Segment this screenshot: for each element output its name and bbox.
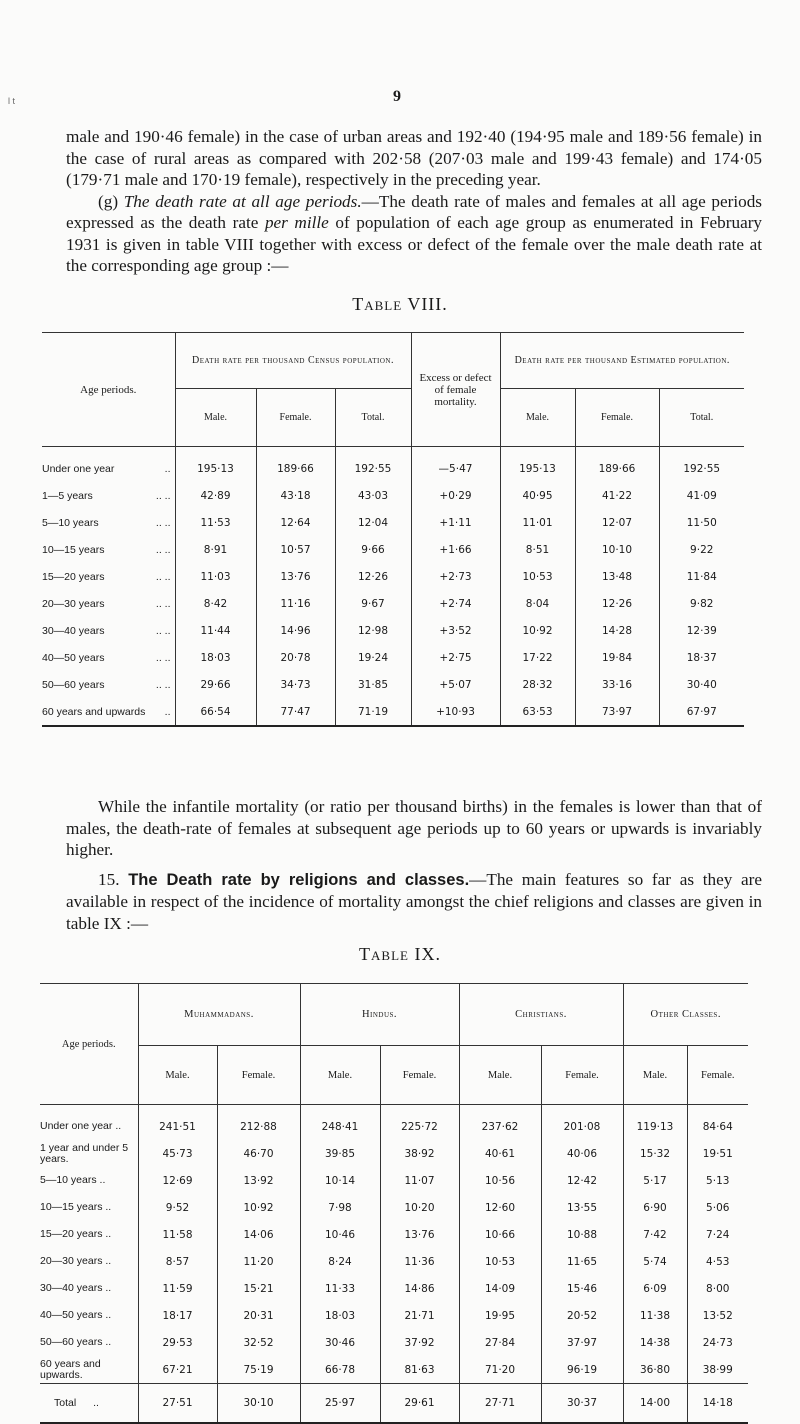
cell: 24·73 bbox=[687, 1329, 748, 1356]
cell: 96·19 bbox=[541, 1356, 623, 1384]
header-est-female: Female. bbox=[575, 389, 659, 447]
cell: 13·76 bbox=[256, 563, 335, 590]
cell: 27·51 bbox=[138, 1384, 217, 1424]
cell: +1·66 bbox=[411, 536, 500, 563]
leader-dots: .. .. bbox=[155, 489, 171, 502]
table-ix bbox=[40, 983, 748, 1424]
leader-dots: .. bbox=[105, 1228, 112, 1240]
header-est-total: Total. bbox=[659, 389, 744, 447]
header-estimated-group: Death rate per thousand Estimated population. bbox=[500, 333, 744, 389]
cell: 13·52 bbox=[687, 1302, 748, 1329]
table-row bbox=[40, 1275, 748, 1302]
cell: 29·53 bbox=[138, 1329, 217, 1356]
header-census-total: Total. bbox=[335, 389, 411, 447]
cell: 30·37 bbox=[541, 1384, 623, 1424]
cell: 212·88 bbox=[217, 1105, 300, 1141]
header-age-periods: Age periods. bbox=[40, 984, 138, 1105]
cell: 8·51 bbox=[500, 536, 575, 563]
leader-dots: .. .. bbox=[155, 597, 171, 610]
section-g-label: (g) bbox=[98, 191, 119, 211]
cell: +2·73 bbox=[411, 563, 500, 590]
cell: 66·54 bbox=[175, 698, 256, 726]
table-row bbox=[40, 1248, 748, 1275]
cell: +1·11 bbox=[411, 509, 500, 536]
cell: 38·99 bbox=[687, 1356, 748, 1384]
cell: 8·04 bbox=[500, 590, 575, 617]
cell: 10·57 bbox=[256, 536, 335, 563]
header-census-male: Male. bbox=[175, 389, 256, 447]
table-row bbox=[40, 1194, 748, 1221]
table-row bbox=[42, 671, 744, 698]
header-christians: Christians. bbox=[459, 984, 623, 1046]
row-age-label: 20—30 years bbox=[40, 1255, 103, 1267]
row-age-label: 20—30 years bbox=[42, 597, 105, 610]
cell: 14·38 bbox=[623, 1329, 687, 1356]
section-15-number: 15. bbox=[98, 869, 120, 889]
header-age-periods: Age periods. bbox=[42, 333, 175, 447]
cell: 11·50 bbox=[659, 509, 744, 536]
body-text-middle bbox=[66, 796, 762, 934]
cell: +2·74 bbox=[411, 590, 500, 617]
leader-dots: .. bbox=[164, 705, 171, 718]
cell: 20·31 bbox=[217, 1302, 300, 1329]
leader-dots: .. .. bbox=[155, 651, 171, 664]
cell: 11·44 bbox=[175, 617, 256, 644]
section-g-text-b: of population of each age group as enumerated in February 1931 is given in table VIII together with excess or defect of the female over the male death rate at the corresponding age group :— bbox=[66, 213, 763, 275]
cell: 225·72 bbox=[380, 1105, 459, 1141]
leader-dots: .. bbox=[105, 1201, 112, 1213]
cell: 29·66 bbox=[175, 671, 256, 698]
header-muhammadans: Muhammadans. bbox=[138, 984, 300, 1046]
cell: 5·06 bbox=[687, 1194, 748, 1221]
table-row bbox=[40, 1105, 748, 1141]
table-viii bbox=[42, 332, 744, 727]
cell: 4·53 bbox=[687, 1248, 748, 1275]
cell: 11·59 bbox=[138, 1275, 217, 1302]
cell: 11·33 bbox=[300, 1275, 380, 1302]
cell: 31·85 bbox=[335, 671, 411, 698]
cell: 8·00 bbox=[687, 1275, 748, 1302]
leader-dots: .. bbox=[99, 1174, 106, 1186]
cell: 11·01 bbox=[500, 509, 575, 536]
cell: 10·88 bbox=[541, 1221, 623, 1248]
row-age-label: 40—50 years bbox=[42, 651, 105, 664]
cell: 8·57 bbox=[138, 1248, 217, 1275]
cell: 40·61 bbox=[459, 1140, 541, 1167]
header-census-female: Female. bbox=[256, 389, 335, 447]
table-row bbox=[40, 1221, 748, 1248]
header-mu-female: Female. bbox=[217, 1046, 300, 1105]
cell: 12·39 bbox=[659, 617, 744, 644]
cell: 10·20 bbox=[380, 1194, 459, 1221]
leader-dots: .. bbox=[93, 1396, 99, 1409]
cell: 67·21 bbox=[138, 1356, 217, 1384]
table-row bbox=[40, 1302, 748, 1329]
cell: 5·74 bbox=[623, 1248, 687, 1275]
cell: 71·19 bbox=[335, 698, 411, 726]
cell: 11·20 bbox=[217, 1248, 300, 1275]
table-row bbox=[42, 563, 744, 590]
cell: 8·42 bbox=[175, 590, 256, 617]
cell: 18·03 bbox=[300, 1302, 380, 1329]
cell: 8·91 bbox=[175, 536, 256, 563]
cell: 66·78 bbox=[300, 1356, 380, 1384]
leader-dots: .. bbox=[164, 462, 171, 475]
total-label: Total bbox=[54, 1396, 77, 1409]
cell: 12·26 bbox=[335, 563, 411, 590]
cell: 12·60 bbox=[459, 1194, 541, 1221]
header-ch-male: Male. bbox=[459, 1046, 541, 1105]
cell: 28·32 bbox=[500, 671, 575, 698]
cell: 34·73 bbox=[256, 671, 335, 698]
cell: 192·55 bbox=[659, 447, 744, 483]
cell: 30·10 bbox=[217, 1384, 300, 1424]
cell: 189·66 bbox=[256, 447, 335, 483]
cell: 11·36 bbox=[380, 1248, 459, 1275]
cell: +0·29 bbox=[411, 482, 500, 509]
cell: 15·46 bbox=[541, 1275, 623, 1302]
cell: 19·24 bbox=[335, 644, 411, 671]
row-age-label: 15—20 years bbox=[40, 1228, 103, 1240]
per-mille-text: per mille bbox=[264, 213, 329, 232]
cell: 12·26 bbox=[575, 590, 659, 617]
cell: 29·61 bbox=[380, 1384, 459, 1424]
cell: 9·67 bbox=[335, 590, 411, 617]
cell: 14·09 bbox=[459, 1275, 541, 1302]
cell: 43·03 bbox=[335, 482, 411, 509]
cell: 43·18 bbox=[256, 482, 335, 509]
cell: 13·76 bbox=[380, 1221, 459, 1248]
cell: +5·07 bbox=[411, 671, 500, 698]
total-row bbox=[40, 1384, 748, 1424]
cell: 84·64 bbox=[687, 1105, 748, 1141]
leader-dots: .. .. bbox=[155, 570, 171, 583]
header-hi-female: Female. bbox=[380, 1046, 459, 1105]
header-hi-male: Male. bbox=[300, 1046, 380, 1105]
leader-dots: .. bbox=[105, 1336, 112, 1348]
cell: 10·56 bbox=[459, 1167, 541, 1194]
cell: 7·98 bbox=[300, 1194, 380, 1221]
cell: 189·66 bbox=[575, 447, 659, 483]
table-row bbox=[42, 482, 744, 509]
section-g-paragraph bbox=[66, 191, 762, 277]
cell: 10·10 bbox=[575, 536, 659, 563]
cell: 14·28 bbox=[575, 617, 659, 644]
row-age-label: 5—10 years bbox=[40, 1174, 97, 1186]
table-row bbox=[40, 1329, 748, 1356]
cell: 14·06 bbox=[217, 1221, 300, 1248]
header-excess: Excess or defect of female mortality. bbox=[411, 333, 500, 447]
cell: 195·13 bbox=[500, 447, 575, 483]
cell: 192·55 bbox=[335, 447, 411, 483]
table9-caption: Table IX. bbox=[359, 944, 441, 964]
row-age-label: Under one year bbox=[42, 462, 115, 475]
cell: 12·04 bbox=[335, 509, 411, 536]
cell: 11·03 bbox=[175, 563, 256, 590]
leader-dots: .. .. bbox=[155, 516, 171, 529]
cell: 41·09 bbox=[659, 482, 744, 509]
leader-dots: .. .. bbox=[155, 543, 171, 556]
cell: 37·97 bbox=[541, 1329, 623, 1356]
cell: 241·51 bbox=[138, 1105, 217, 1141]
cell: 7·42 bbox=[623, 1221, 687, 1248]
cell: 201·08 bbox=[541, 1105, 623, 1141]
cell: 18·03 bbox=[175, 644, 256, 671]
cell: 237·62 bbox=[459, 1105, 541, 1141]
section-g-title: The death rate at all age periods. bbox=[123, 191, 362, 211]
table-row bbox=[42, 447, 744, 483]
cell: 9·82 bbox=[659, 590, 744, 617]
cell: 27·71 bbox=[459, 1384, 541, 1424]
cell: 73·97 bbox=[575, 698, 659, 726]
cell: 33·16 bbox=[575, 671, 659, 698]
header-est-male: Male. bbox=[500, 389, 575, 447]
cell: 42·89 bbox=[175, 482, 256, 509]
header-hindus: Hindus. bbox=[300, 984, 459, 1046]
table-row bbox=[42, 536, 744, 563]
cell: 30·40 bbox=[659, 671, 744, 698]
cell: 6·09 bbox=[623, 1275, 687, 1302]
table-row bbox=[42, 698, 744, 726]
section-g-text-a: —The death rate of males and females at all age periods expressed as the death rate bbox=[66, 191, 762, 232]
cell: 19·84 bbox=[575, 644, 659, 671]
table-row bbox=[42, 617, 744, 644]
row-age-label: 50—60 years bbox=[40, 1336, 103, 1348]
section-15-title: The Death rate by religions and classes. bbox=[128, 870, 470, 889]
header-ot-female: Female. bbox=[687, 1046, 748, 1105]
cell: 27·84 bbox=[459, 1329, 541, 1356]
cell: 30·46 bbox=[300, 1329, 380, 1356]
table8-caption: Table VIII. bbox=[352, 294, 448, 314]
row-age-label: 5—10 years bbox=[42, 516, 99, 529]
table-row bbox=[40, 1167, 748, 1194]
cell: 11·38 bbox=[623, 1302, 687, 1329]
cell: 39·85 bbox=[300, 1140, 380, 1167]
leader-dots: .. bbox=[105, 1255, 112, 1267]
cell: 13·92 bbox=[217, 1167, 300, 1194]
cell: 14·18 bbox=[687, 1384, 748, 1424]
row-age-label: 40—50 years bbox=[40, 1309, 103, 1321]
cell: 12·64 bbox=[256, 509, 335, 536]
table-row bbox=[42, 590, 744, 617]
cell: 5·13 bbox=[687, 1167, 748, 1194]
section-15-paragraph bbox=[66, 869, 762, 935]
cell: 11·58 bbox=[138, 1221, 217, 1248]
row-age-label: 10—15 years bbox=[40, 1201, 103, 1213]
cell: 40·06 bbox=[541, 1140, 623, 1167]
leader-dots: .. .. bbox=[155, 678, 171, 691]
section-15-text: —The main features so far as they are available in respect of the incidence of mortality amongst the chief religions and classes are given in table IX :— bbox=[66, 869, 762, 933]
table-row bbox=[42, 509, 744, 536]
cell: 45·73 bbox=[138, 1140, 217, 1167]
row-age-label: 60 years and upwards bbox=[42, 705, 146, 718]
cell: 38·92 bbox=[380, 1140, 459, 1167]
cell: 10·53 bbox=[500, 563, 575, 590]
cell: 19·51 bbox=[687, 1140, 748, 1167]
cell: 12·69 bbox=[138, 1167, 217, 1194]
row-age-label: 10—15 years bbox=[42, 543, 105, 556]
cell: 21·71 bbox=[380, 1302, 459, 1329]
cell: 10·14 bbox=[300, 1167, 380, 1194]
cell: 14·86 bbox=[380, 1275, 459, 1302]
header-mu-male: Male. bbox=[138, 1046, 217, 1105]
row-age-label: 15—20 years bbox=[42, 570, 105, 583]
cell: 195·13 bbox=[175, 447, 256, 483]
cell: 40·95 bbox=[500, 482, 575, 509]
cell: 15·32 bbox=[623, 1140, 687, 1167]
cell: 10·92 bbox=[217, 1194, 300, 1221]
row-age-label: 1 year and under 5 years. bbox=[40, 1141, 129, 1165]
cell: 19·95 bbox=[459, 1302, 541, 1329]
leader-dots: .. bbox=[105, 1309, 112, 1321]
cell: 15·21 bbox=[217, 1275, 300, 1302]
cell: 10·53 bbox=[459, 1248, 541, 1275]
cell: 6·90 bbox=[623, 1194, 687, 1221]
cell: 9·66 bbox=[335, 536, 411, 563]
cell: 10·46 bbox=[300, 1221, 380, 1248]
cell: 13·48 bbox=[575, 563, 659, 590]
cell: 5·17 bbox=[623, 1167, 687, 1194]
cell: 67·97 bbox=[659, 698, 744, 726]
header-census-group: Death rate per thousand Census population. bbox=[175, 333, 411, 389]
cell: 10·66 bbox=[459, 1221, 541, 1248]
cell: 7·24 bbox=[687, 1221, 748, 1248]
leader-dots: .. bbox=[115, 1120, 122, 1132]
header-ot-male: Male. bbox=[623, 1046, 687, 1105]
cell: 12·42 bbox=[541, 1167, 623, 1194]
cell: +2·75 bbox=[411, 644, 500, 671]
cell: 20·78 bbox=[256, 644, 335, 671]
cell: 12·07 bbox=[575, 509, 659, 536]
row-age-label: 60 years and upwards. bbox=[40, 1357, 101, 1381]
cell: 25·97 bbox=[300, 1384, 380, 1424]
cell: 11·16 bbox=[256, 590, 335, 617]
cell: 18·17 bbox=[138, 1302, 217, 1329]
cell: 77·47 bbox=[256, 698, 335, 726]
cell: 37·92 bbox=[380, 1329, 459, 1356]
cell: 11·65 bbox=[541, 1248, 623, 1275]
cell: 11·84 bbox=[659, 563, 744, 590]
cell: 9·52 bbox=[138, 1194, 217, 1221]
page-number: 9 bbox=[393, 88, 401, 105]
cell: 81·63 bbox=[380, 1356, 459, 1384]
cell: 18·37 bbox=[659, 644, 744, 671]
cell: 41·22 bbox=[575, 482, 659, 509]
cell: 32·52 bbox=[217, 1329, 300, 1356]
cell: 14·96 bbox=[256, 617, 335, 644]
cell: 10·92 bbox=[500, 617, 575, 644]
cell: 36·80 bbox=[623, 1356, 687, 1384]
leader-dots: .. bbox=[105, 1282, 112, 1294]
corner-mark: l t bbox=[8, 96, 16, 106]
row-age-label: 50—60 years bbox=[42, 678, 105, 691]
cell: 20·52 bbox=[541, 1302, 623, 1329]
leader-dots: .. .. bbox=[155, 624, 171, 637]
cell: 75·19 bbox=[217, 1356, 300, 1384]
infant-paragraph: While the infantile mortality (or ratio per thousand births) in the females is lower than that of males, the death-rate of females at subsequent age periods up to 60 years or upwards is invariably higher. bbox=[66, 797, 762, 859]
cell: 14·00 bbox=[623, 1384, 687, 1424]
cell: 119·13 bbox=[623, 1105, 687, 1141]
cell: 46·70 bbox=[217, 1140, 300, 1167]
row-age-label: 30—40 years bbox=[40, 1282, 103, 1294]
cell: 11·07 bbox=[380, 1167, 459, 1194]
cell: 13·55 bbox=[541, 1194, 623, 1221]
table-row bbox=[40, 1356, 748, 1384]
cell: 71·20 bbox=[459, 1356, 541, 1384]
cell: +3·52 bbox=[411, 617, 500, 644]
table-row bbox=[40, 1140, 748, 1167]
cell: 12·98 bbox=[335, 617, 411, 644]
intro-paragraph: male and 190·46 female) in the case of urban areas and 192·40 (194·95 male and 189·56 female) in the case of rural areas as compared with 202·58 (207·03 male and 199·43 female) and 174·05 (179·71 male and 170·19 female), respectively in the preceding year. bbox=[66, 127, 762, 189]
body-text-top bbox=[66, 126, 762, 277]
cell: +10·93 bbox=[411, 698, 500, 726]
header-other-classes: Other Classes. bbox=[623, 984, 748, 1046]
row-age-label: Under one year bbox=[40, 1120, 113, 1132]
header-ch-female: Female. bbox=[541, 1046, 623, 1105]
cell: 11·53 bbox=[175, 509, 256, 536]
cell: —5·47 bbox=[411, 447, 500, 483]
cell: 248·41 bbox=[300, 1105, 380, 1141]
cell: 9·22 bbox=[659, 536, 744, 563]
row-age-label: 1—5 years bbox=[42, 489, 93, 502]
cell: 17·22 bbox=[500, 644, 575, 671]
cell: 63·53 bbox=[500, 698, 575, 726]
row-age-label: 30—40 years bbox=[42, 624, 105, 637]
table-row bbox=[42, 644, 744, 671]
cell: 8·24 bbox=[300, 1248, 380, 1275]
